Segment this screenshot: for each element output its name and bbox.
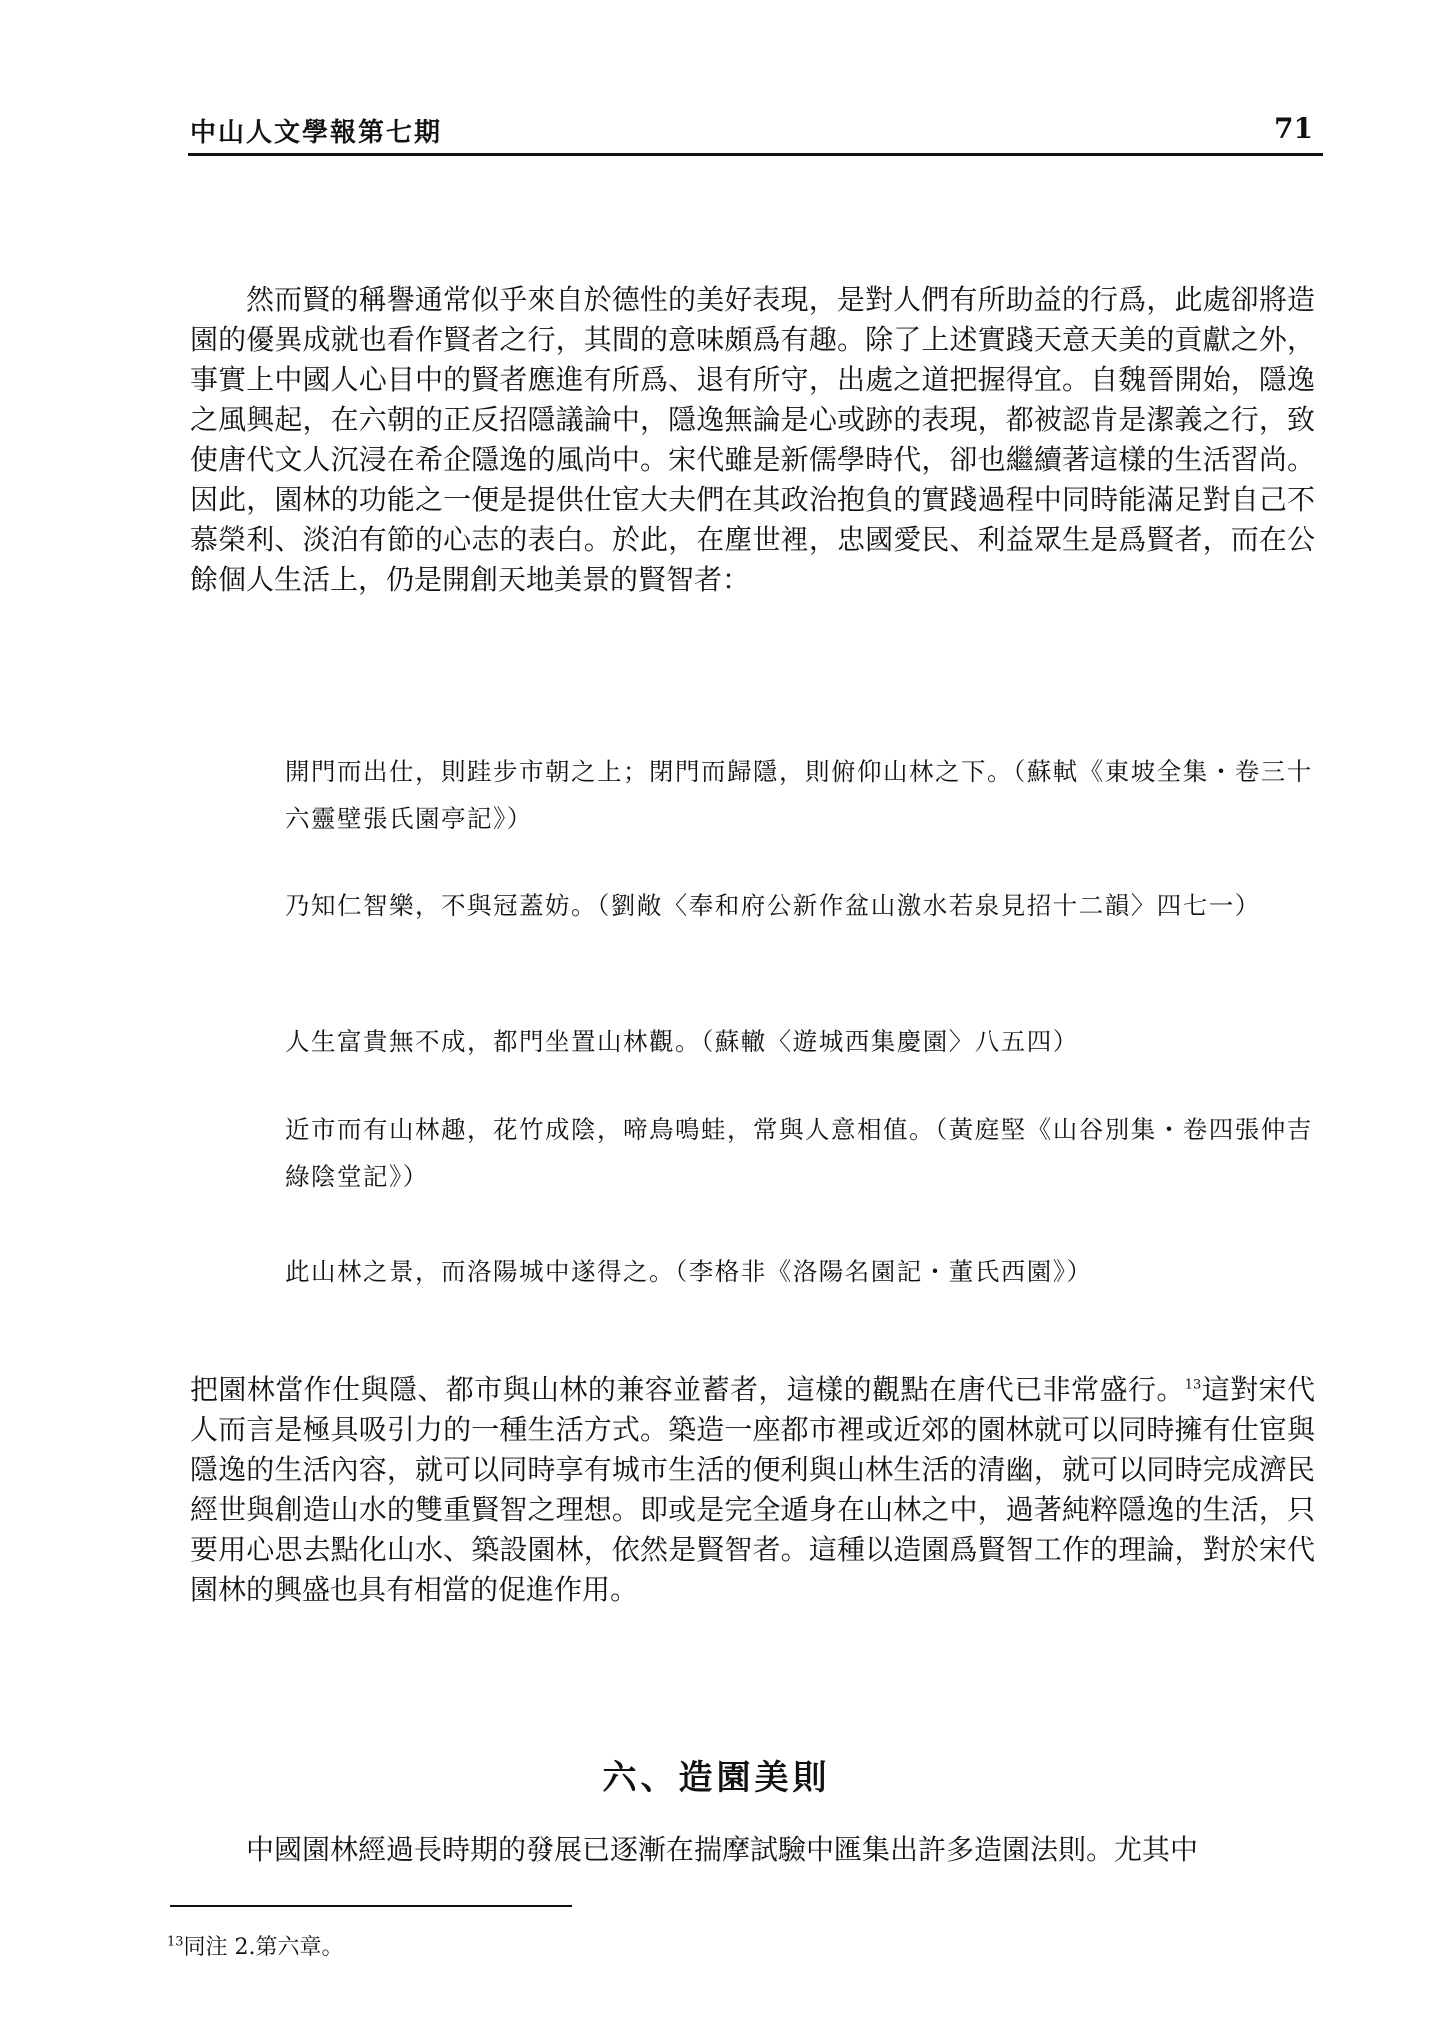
paragraph-1 bbox=[190, 280, 1315, 600]
paragraph-2-part2: 這對宋代人而言是極具吸引力的一種生活方式。築造一座都市裡或近郊的園林就可以同時擁有仕宦與隱逸的生活內容，就可以同時享有城市生活的便利與山林生活的清幽，就可以同時完成濟民經世與創造山水的雙重賢智之理想。即或是完全遁身在山林之中，過著純粹隱逸的生活，只要用心思去點化山水、築設園林，依然是賢智者。這種以造園爲賢智工作的理論，對於宋代園林的興盛也具有相當的促進作用。 bbox=[190, 1373, 1315, 1606]
paragraph-3 bbox=[190, 1830, 1315, 1870]
paragraph-1-text: 然而賢的稱譽通常似乎來自於德性的美好表現，是對人們有所助益的行爲，此處卻將造園的優異成就也看作賢者之行，其間的意味頗爲有趣。除了上述實踐天意天美的貢獻之外，事實上中國人心目中的賢者應進有所爲、退有所守，出處之道把握得宜。自魏晉開始，隱逸之風興起，在六朝的正反招隱議論中，隱逸無論是心或跡的表現，都被認肯是潔義之行，致使唐代文人沉浸在希企隱逸的風尚中。宋代雖是新儒學時代，卻也繼續著這樣的生活習尚。因此，園林的功能之一便是提供仕宦大夫們在其政治抱負的實踐過程中同時能滿足對自己不慕榮利、淡泊有節的心志的表白。於此，在塵世裡，忠國愛民、利益眾生是爲賢者，而在公餘個人生活上，仍是開創天地美景的賢智者： bbox=[190, 283, 1315, 596]
footnote-mark: 13 bbox=[167, 1934, 184, 1950]
paragraph-2-text bbox=[190, 1370, 1315, 1610]
footnote-text: 同注 2.第六章。 bbox=[183, 1935, 344, 1960]
quote-2: 乃知仁智樂，不與冠蓋妨。（劉敞〈奉和府公新作盆山激水若泉見招十二韻〉四七一） bbox=[285, 891, 1261, 920]
footnote bbox=[167, 1930, 344, 1961]
section-heading: 六、造園美則 bbox=[602, 1758, 831, 1798]
quote-4: 近市而有山林趣，花竹成陰，啼鳥鳴蛙，常與人意相值。（黃庭堅《山谷別集・卷四張仲吉綠陰堂記》） bbox=[285, 1115, 1313, 1191]
paragraph-3-text: 中國園林經過長時期的發展已逐漸在揣摩試驗中匯集出許多造園法則。尤其中 bbox=[246, 1833, 1199, 1866]
paragraph-2-part1: 把園林當作仕與隱、都市與山林的兼容並蓄者，這樣的觀點在唐代已非常盛行。 bbox=[190, 1373, 1185, 1406]
quote-3: 人生富貴無不成，都門坐置山林觀。（蘇轍〈遊城西集慶園〉八五四） bbox=[285, 1027, 1079, 1056]
footnote-divider bbox=[170, 1905, 572, 1907]
paragraph-2 bbox=[190, 1370, 1315, 1610]
quote-5: 此山林之景，而洛陽城中遂得之。（李格非《洛陽名園記・董氏西園》） bbox=[285, 1257, 1093, 1286]
header-divider bbox=[188, 153, 1323, 156]
footnote-ref-13[interactable]: 13 bbox=[1184, 1377, 1202, 1393]
journal-title: 中山人文學報第七期 bbox=[190, 118, 443, 148]
page-number: 71 bbox=[1274, 112, 1313, 145]
quote-1: 開門而出仕，則跬步市朝之上；閉門而歸隱，則俯仰山林之下。（蘇軾《東坡全集・卷三十六靈壁張氏園亭記》） bbox=[285, 757, 1313, 833]
